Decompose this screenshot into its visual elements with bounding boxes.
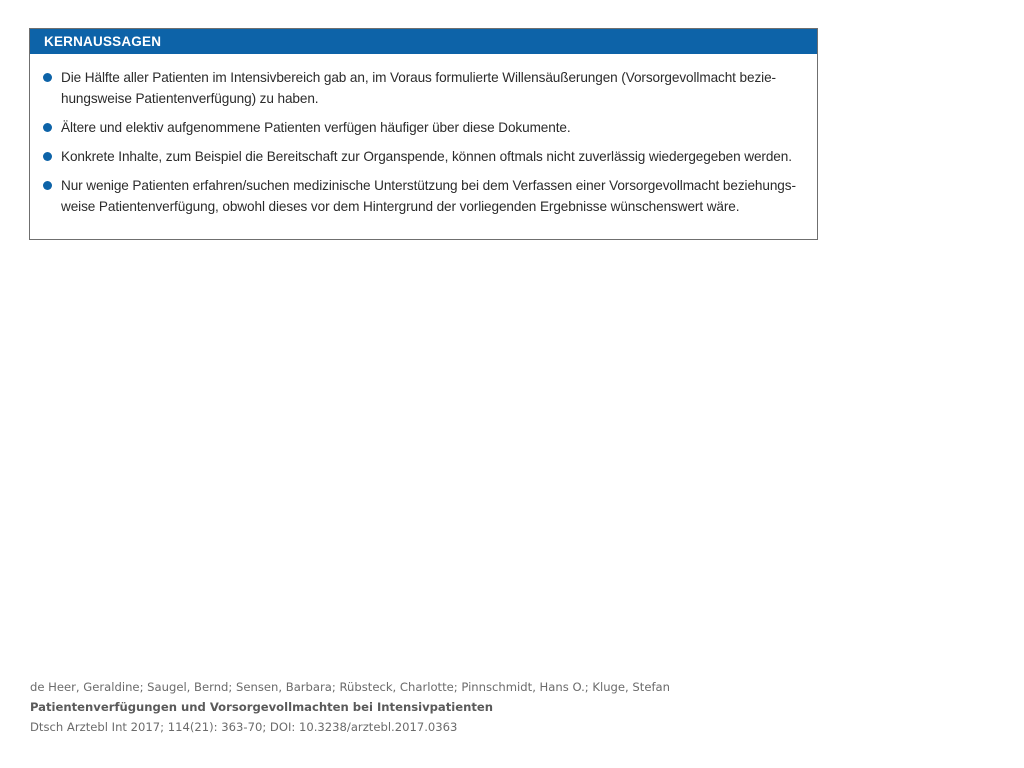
list-item-line: Nur wenige Patienten erfahren/suchen medizinische Unterstützung bei dem Verfassen einer Vorsorgevollmacht beziehungs- — [61, 178, 796, 193]
key-messages-header: KERNAUSSAGEN — [30, 29, 817, 54]
bullet-dot-icon — [43, 73, 52, 82]
bullet-dot-icon — [43, 181, 52, 190]
citation-block — [30, 677, 670, 737]
key-messages-box — [29, 28, 818, 240]
list-item-line: weise Patientenverfügung, obwohl dieses vor dem Hintergrund der vorliegenden Ergebnisse wünschenswert wäre. — [61, 199, 740, 214]
citation-source: Dtsch Arztebl Int 2017; 114(21): 363-70; DOI: 10.3238/arztebl.2017.0363 — [30, 720, 458, 734]
list-item — [43, 67, 805, 109]
list-item-line: hungsweise Patientenverfügung) zu haben. — [61, 91, 319, 106]
list-item — [43, 175, 805, 217]
key-messages-list — [30, 54, 817, 217]
list-item — [43, 146, 805, 167]
list-item-line: Konkrete Inhalte, zum Beispiel die Bereitschaft zur Organspende, können oftmals nicht zuverlässig wiedergegeben werden. — [61, 149, 792, 164]
citation-authors: de Heer, Geraldine; Saugel, Bernd; Sensen, Barbara; Rübsteck, Charlotte; Pinnschmidt, Hans O.; Kluge, Stefan — [30, 680, 670, 694]
bullet-dot-icon — [43, 152, 52, 161]
list-item-line: Die Hälfte aller Patienten im Intensivbereich gab an, im Voraus formulierte Willensäußerungen (Vorsorgevollmacht bezie- — [61, 70, 776, 85]
list-item — [43, 117, 805, 138]
bullet-dot-icon — [43, 123, 52, 132]
citation-title: Patientenverfügungen und Vorsorgevollmachten bei Intensivpatienten — [30, 700, 494, 714]
list-item-line: Ältere und elektiv aufgenommene Patienten verfügen häufiger über diese Dokumente. — [61, 120, 571, 135]
